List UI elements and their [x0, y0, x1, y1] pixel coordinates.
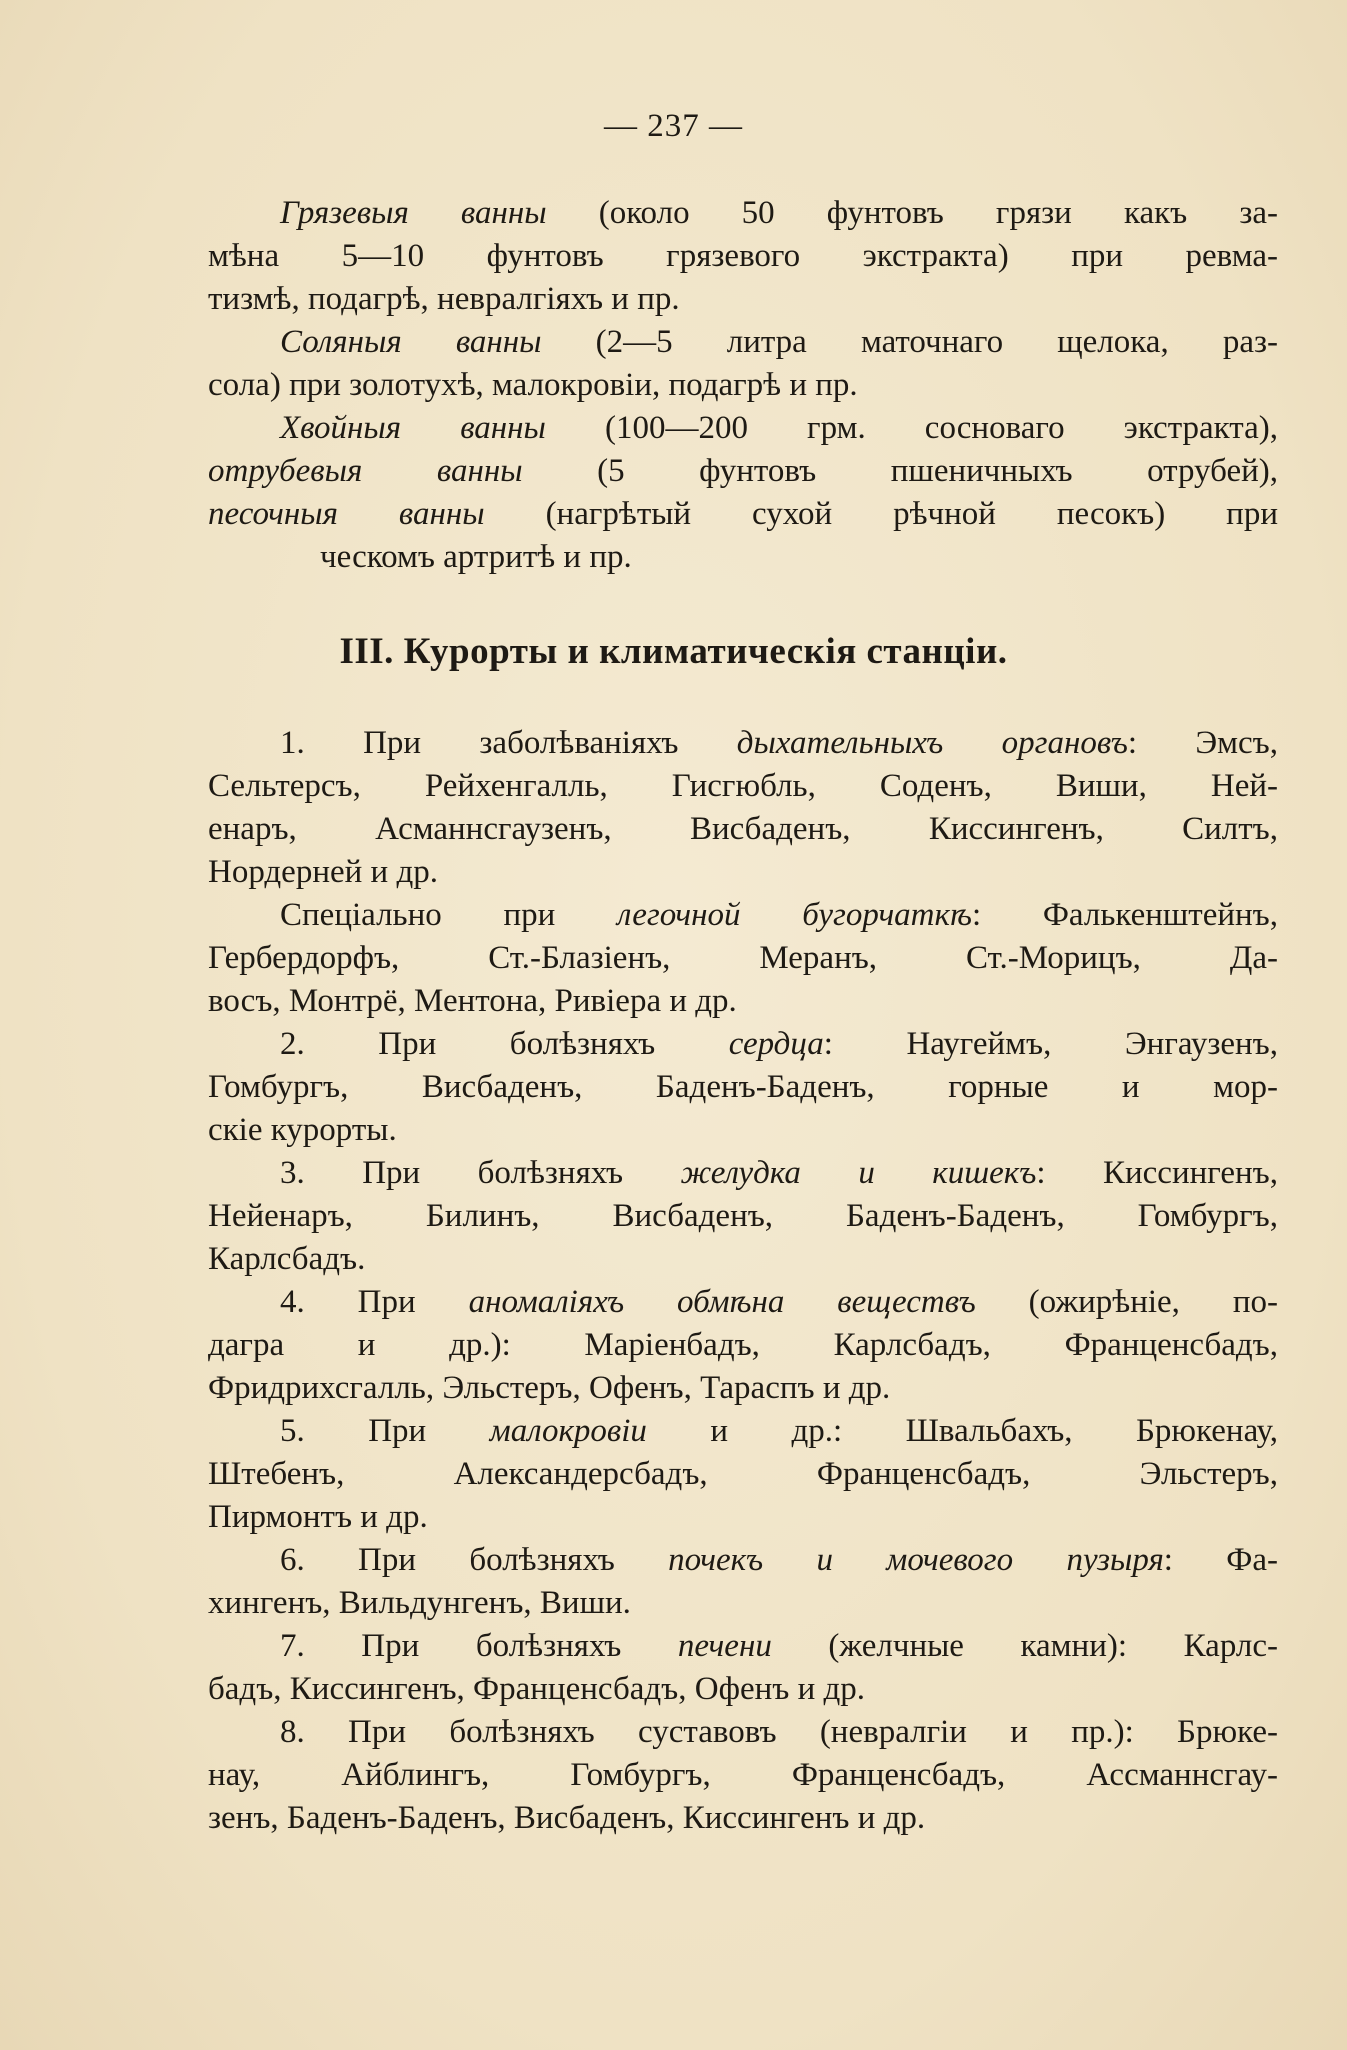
text-line [208, 321, 1278, 364]
text-run: восъ, Монтрё, Ментона, Ривіера и др. [208, 983, 737, 1019]
italic-term: Хвойныя ванны [280, 410, 546, 446]
text-run: (100—200 грм. сосноваго экстракта), [545, 410, 1278, 446]
text-run: Гомбургъ, Висбаденъ, Баденъ-Баденъ, горные и мор- [208, 1069, 1278, 1105]
text-run: скіе курорты. [208, 1112, 397, 1148]
italic-term: песочныя ванны [208, 496, 485, 532]
text-run: Карлсбадъ. [208, 1241, 366, 1277]
text-line [208, 364, 1278, 407]
text-run: бадъ, Киссингенъ, Франценсбадъ, Офенъ и др. [208, 1671, 866, 1707]
text-line [208, 1238, 1278, 1281]
section-heading: III. Курорты и климатическія станціи. [339, 631, 1008, 672]
page-number: — 237 — [604, 108, 743, 144]
text-line [208, 1023, 1278, 1066]
text-line [208, 765, 1278, 808]
italic-term: отрубевыя ванны [208, 453, 523, 489]
italic-term: Соляныя ванны [280, 324, 542, 360]
text-line [208, 536, 1278, 579]
text-line [208, 808, 1278, 851]
text-run: : Фа- [1163, 1542, 1278, 1578]
italic-term: малокровіи [489, 1413, 647, 1449]
italic-term: Грязевыя ванны [280, 195, 547, 231]
text-line [208, 1109, 1278, 1152]
text-run: зенъ, Баденъ-Баденъ, Висбаденъ, Киссингенъ и др. [208, 1800, 926, 1836]
text-run: ческомъ артритѣ и пр. [320, 539, 632, 575]
text-run: нау, Айблингъ, Гомбургъ, Франценсбадъ, Ассманнсгау- [208, 1757, 1278, 1793]
text-run: 4. При [280, 1284, 469, 1320]
text-run: дагра и др.): Маріенбадъ, Карлсбадъ, Франценсбадъ, [208, 1327, 1278, 1363]
text-line [208, 1195, 1278, 1238]
text-line [208, 1152, 1278, 1195]
text-run: : Эмсъ, [1127, 725, 1278, 761]
text-run: (5 фунтовъ пшеничныхъ отрубей), [522, 453, 1279, 489]
text-run: (ожирѣніе, по- [975, 1284, 1278, 1320]
text-line [208, 1066, 1278, 1109]
text-line [208, 1496, 1278, 1539]
text-line [208, 278, 1278, 321]
text-run: Нейенаръ, Билинъ, Висбаденъ, Баденъ-Баденъ, Гомбургъ, [208, 1198, 1278, 1234]
text-run: мѣна 5—10 фунтовъ грязевого экстракта) при ревма- [208, 238, 1278, 274]
text-run: : Фалькенштейнъ, [971, 897, 1278, 933]
text-run: 5. При [280, 1413, 490, 1449]
text-run: Спеціально при [280, 897, 617, 933]
text-run: Пирмонтъ и др. [208, 1499, 428, 1535]
text-run: Штебенъ, Александерсбадъ, Франценсбадъ, Эльстеръ, [208, 1456, 1278, 1492]
text-run: (2—5 литра маточнаго щелока, раз- [541, 324, 1278, 360]
text-line [208, 1539, 1278, 1582]
text-line [208, 1797, 1278, 1840]
text-line [208, 1410, 1278, 1453]
text-run: (желчные камни): Карлс- [771, 1628, 1278, 1664]
text-run: сола) при золотухѣ, малокровіи, подагрѣ и пр. [208, 367, 858, 403]
text-line [208, 1668, 1278, 1711]
text-run: Нордерней и др. [208, 854, 439, 890]
text-run: и др.: Швальбахъ, Брюкенау, [646, 1413, 1279, 1449]
text-line [208, 851, 1278, 894]
text-run: 3. При болѣзняхъ [280, 1155, 681, 1191]
text-line [208, 1625, 1278, 1668]
text-line [208, 1281, 1278, 1324]
text-run: 2. При болѣзняхъ [280, 1026, 729, 1062]
text-run: тизмѣ, подагрѣ, невралгіяхъ и пр. [208, 281, 680, 317]
text-line [208, 1367, 1278, 1410]
text-line [208, 1453, 1278, 1496]
text-run: Сельтерсъ, Рейхенгалль, Гисгюбль, Соденъ, Виши, Ней- [208, 768, 1278, 804]
text-run: 1. При заболѣваніяхъ [280, 725, 737, 761]
text-line [208, 1711, 1278, 1754]
text-run: енаръ, Асманнсгаузенъ, Висбаденъ, Киссингенъ, Силтъ, [208, 811, 1278, 847]
italic-term: сердца [728, 1026, 824, 1062]
text-run: (около 50 фунтовъ грязи какъ за- [546, 195, 1278, 231]
text-line [208, 894, 1278, 937]
text-run: 7. При болѣзняхъ [280, 1628, 678, 1664]
italic-term: дыхательныхъ органовъ [736, 725, 1128, 761]
text-line [208, 192, 1278, 235]
italic-term: легочной бугорчаткѣ [617, 897, 972, 933]
text-line [208, 407, 1278, 450]
text-line [208, 1324, 1278, 1367]
italic-term: желудка и кишекъ [680, 1155, 1037, 1191]
section-resorts-text [208, 722, 1278, 1840]
text-line [208, 980, 1278, 1023]
text-run: Фридрихсгалль, Эльстеръ, Офенъ, Тараспъ и др. [208, 1370, 891, 1406]
text-line [208, 235, 1278, 278]
text-run: : Наугеймъ, Энгаузенъ, [823, 1026, 1278, 1062]
italic-term: почекъ и мочевого пузыря [668, 1542, 1164, 1578]
italic-term: печени [677, 1628, 772, 1664]
section-baths-text [208, 192, 1278, 579]
italic-term: аномаліяхъ обмѣна веществъ [468, 1284, 976, 1320]
text-line [208, 937, 1278, 980]
text-run: Гербердорфъ, Ст.-Блазіенъ, Меранъ, Ст.-Морицъ, Да- [208, 940, 1278, 976]
text-line [208, 493, 1278, 536]
text-run: 6. При болѣзняхъ [280, 1542, 669, 1578]
text-run: : Киссингенъ, [1036, 1155, 1278, 1191]
text-run: хингенъ, Вильдунгенъ, Виши. [208, 1585, 631, 1621]
text-line [208, 722, 1278, 765]
text-line [208, 1754, 1278, 1797]
text-run: (нагрѣтый сухой рѣчной песокъ) при [484, 496, 1278, 532]
text-line [208, 1582, 1278, 1625]
text-run: 8. При болѣзняхъ суставовъ (невралгіи и пр.): Брюке- [280, 1714, 1278, 1750]
text-line [208, 450, 1278, 493]
